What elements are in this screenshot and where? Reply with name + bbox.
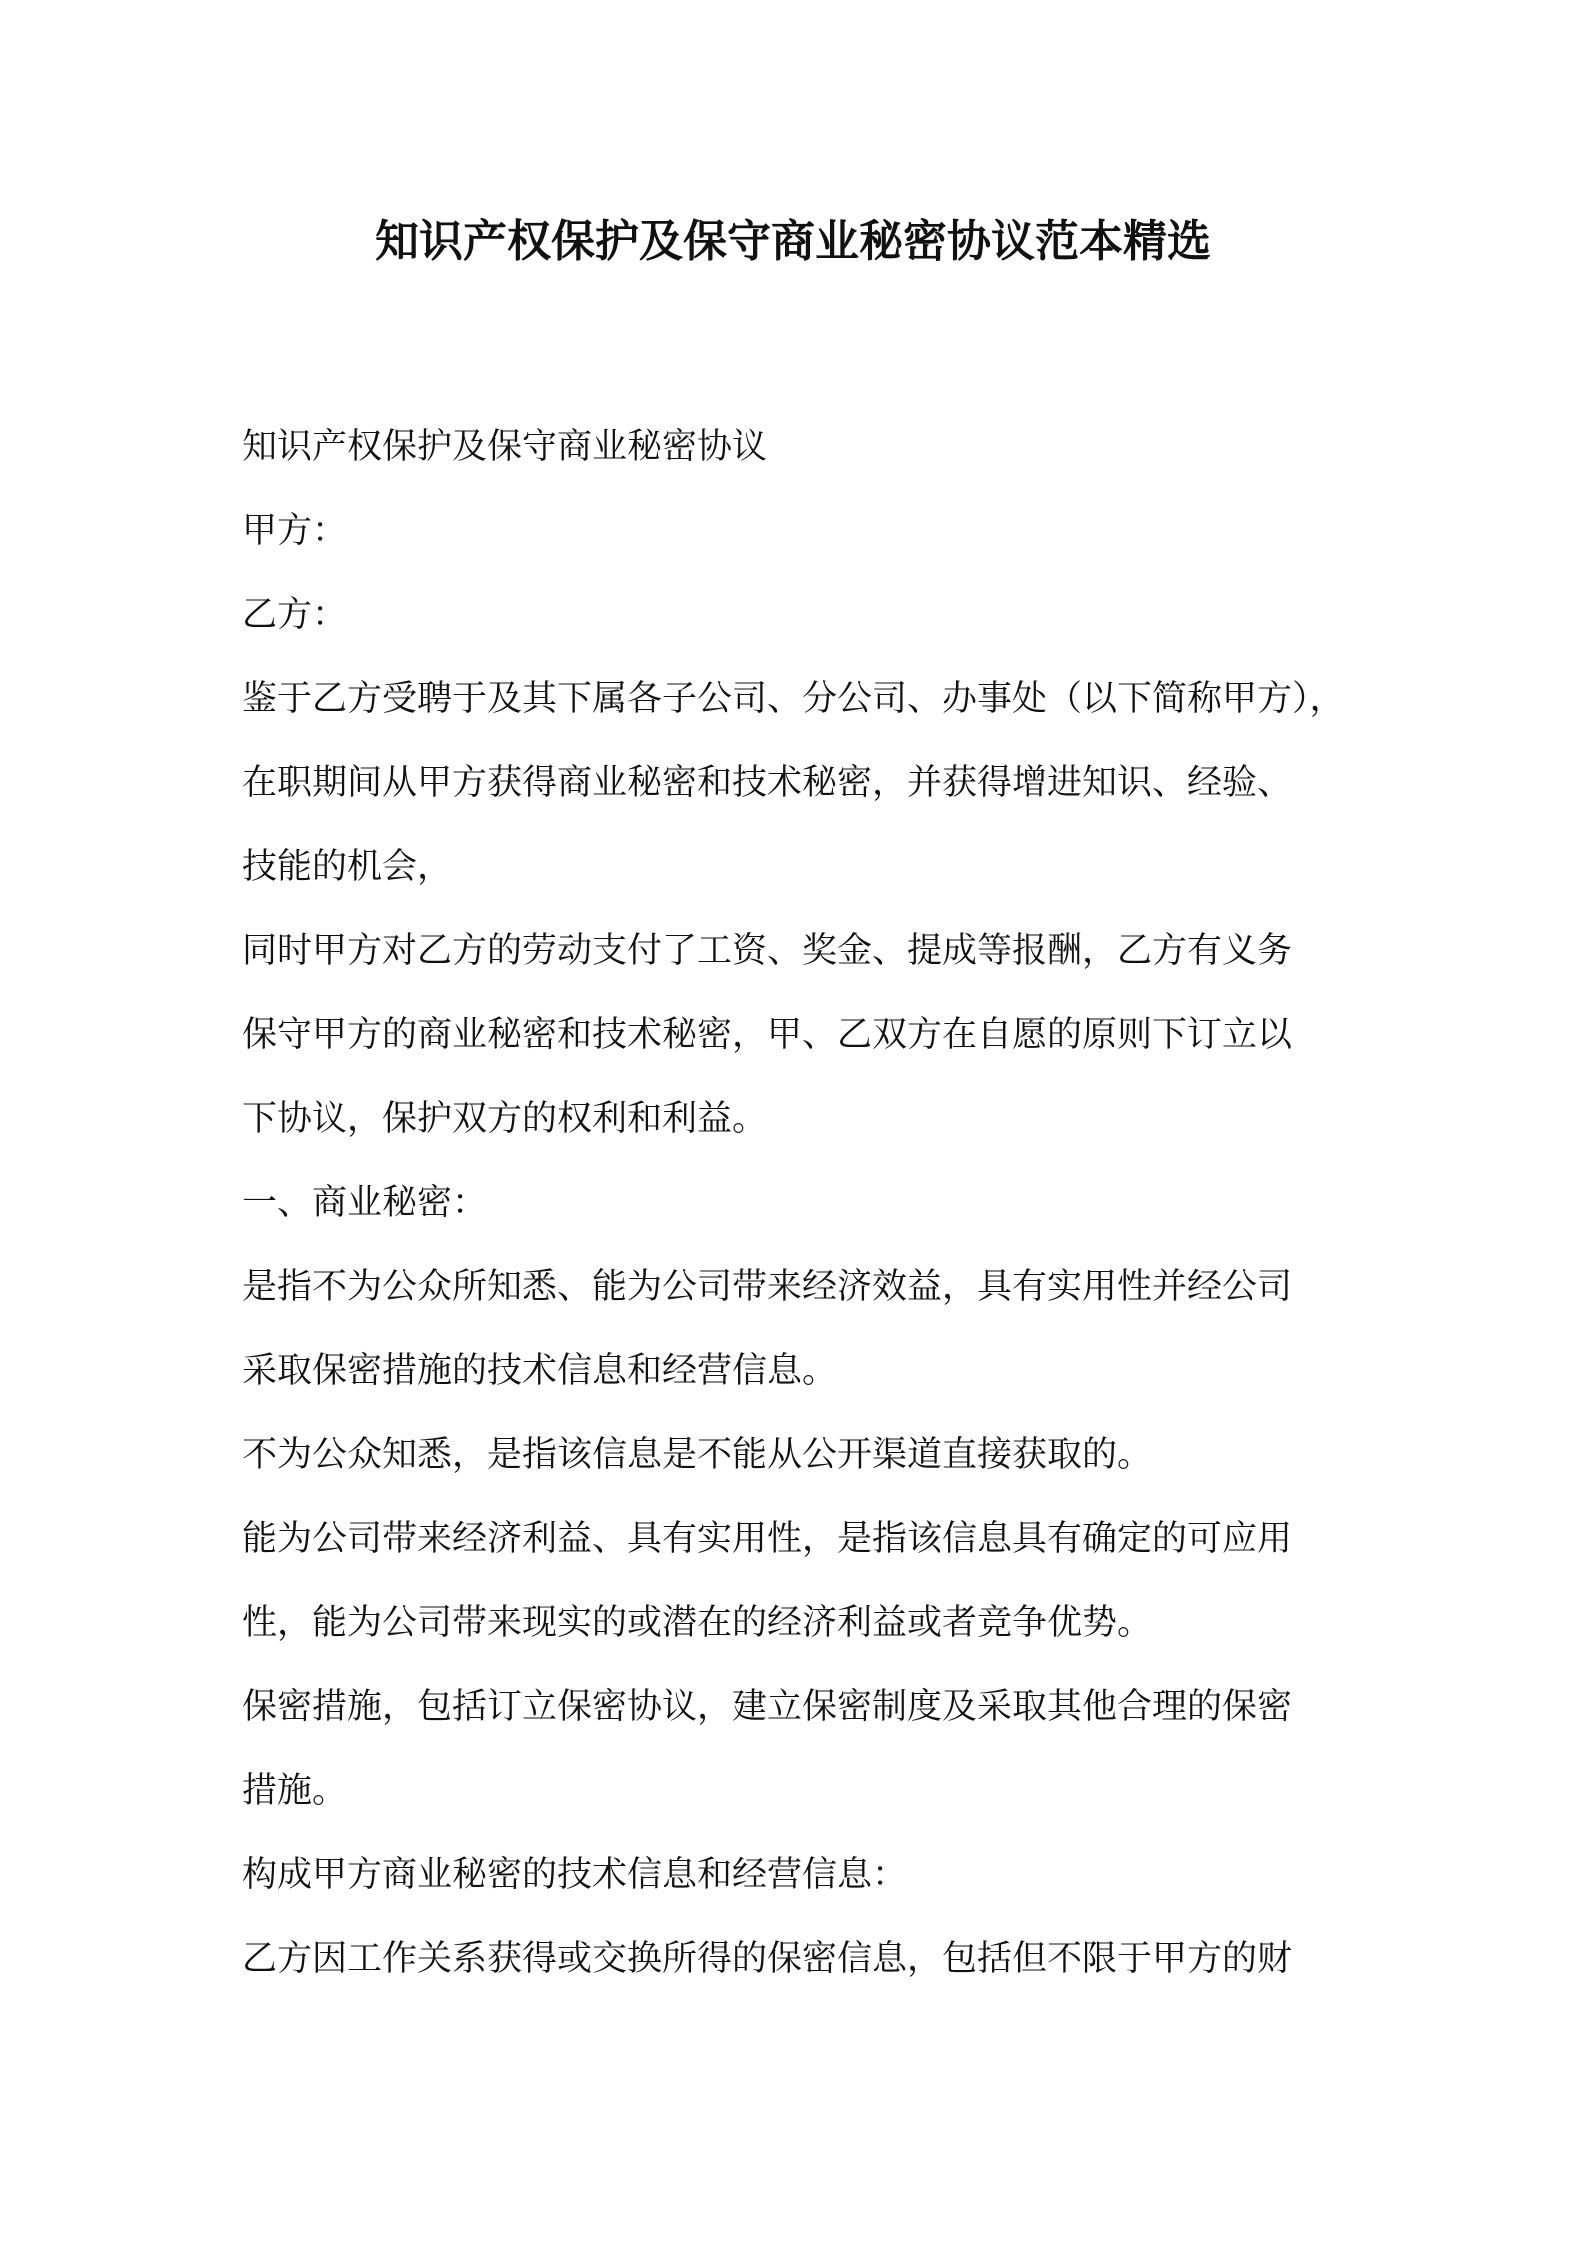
body-line: 甲方： xyxy=(242,511,348,551)
body-line: 鉴于乙方受聘于及其下属各子公司、分公司、办事处（以下简称甲方）， xyxy=(242,679,1345,719)
body-line: 不为公众知悉，是指该信息是不能从公开渠道直接获取的。 xyxy=(242,1435,1153,1475)
body-line: 乙方因工作关系获得或交换所得的保密信息，包括但不限于甲方的财 xyxy=(242,1939,1293,1979)
document-title: 知识产权保护及保守商业秘密协议范本精选 xyxy=(375,216,1211,267)
body-line: 在职期间从甲方获得商业秘密和技术秘密，并获得增进知识、经验、 xyxy=(242,763,1293,803)
body-line: 知识产权保护及保守商业秘密协议 xyxy=(242,427,768,467)
body-line: 保守甲方的商业秘密和技术秘密，甲、乙双方在自愿的原则下订立以 xyxy=(242,1015,1293,1055)
body-line: 保密措施，包括订立保密协议，建立保密制度及采取其他合理的保密 xyxy=(242,1687,1293,1727)
body-line: 是指不为公众所知悉、能为公司带来经济效益，具有实用性并经公司 xyxy=(242,1267,1293,1307)
body-line: 性，能为公司带来现实的或潜在的经济利益或者竞争优势。 xyxy=(242,1603,1153,1643)
body-line: 技能的机会， xyxy=(242,847,453,887)
body-line: 乙方： xyxy=(242,595,348,635)
body-line: 采取保密措施的技术信息和经营信息。 xyxy=(242,1351,838,1391)
document-body xyxy=(242,405,1362,2001)
section-heading: 一、商业秘密： xyxy=(242,1183,488,1223)
body-line: 构成甲方商业秘密的技术信息和经营信息： xyxy=(242,1855,908,1895)
body-line: 能为公司带来经济利益、具有实用性，是指该信息具有确定的可应用 xyxy=(242,1519,1293,1559)
body-line: 措施。 xyxy=(242,1771,348,1811)
body-line: 同时甲方对乙方的劳动支付了工资、奖金、提成等报酬，乙方有义务 xyxy=(242,931,1293,971)
body-line: 下协议，保护双方的权利和利益。 xyxy=(242,1099,768,1139)
